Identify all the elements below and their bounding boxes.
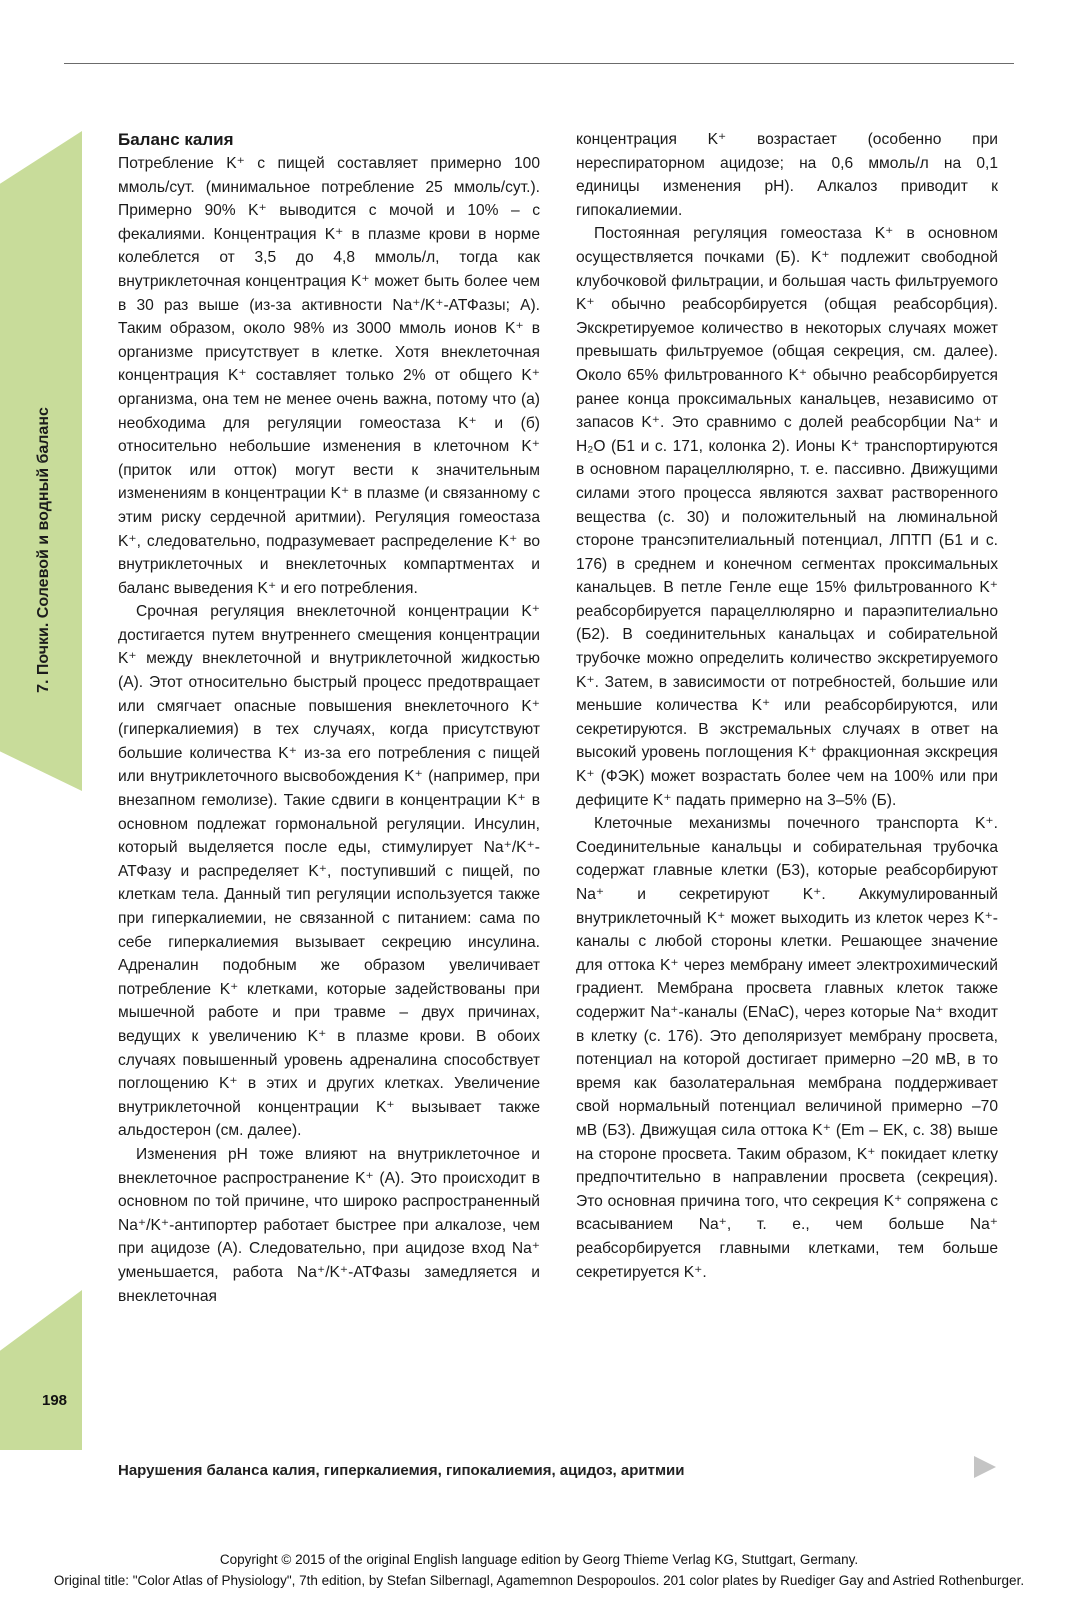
footer-topics: Нарушения баланса калия, гиперкалиемия, гипокалиемия, ацидоз, аритмии (118, 1462, 685, 1479)
page-number-tab (0, 1290, 82, 1450)
copyright-line-1: Copyright © 2015 of the original English language edition by Georg Thieme Verlag KG, Stuttgart, Germany. (219, 1552, 859, 1567)
paragraph-cellular-mechanisms: Клеточные механизмы почечного транспорта K⁺. Соединительные канальцы и собирательная трубочка содержат главные клетки (Б3), которые реабсорбируют Na⁺ и секретируют K⁺. Аккумулированный внутриклеточный K⁺ может выходить из клеток через K⁺-каналы с любой стороны клетки. Решающее значение для оттока K⁺ через мембрану имеет электрохимический градиент. Мембрана просвета главных клеток также содержит Na⁺-каналы (ENaC), через которые Na⁺ входит в клетку (с. 176). Это деполяризует мембрану просвета, потенциал на которой достигает примерно –20 мВ, в то время как базолатеральная мембрана поддерживает свой нормальный потенциал величиной примерно –70 мВ (Б3). Движущая сила оттока K⁺ (Em – EK, с. 38) выше на стороне просвета. Таким образом, K⁺ покидает клетку предпочтительно в направлении просвета (секреция). Это основная причина того, что секреция K⁺ сопряжена с всасыванием Na⁺, т. е., чем больше Na⁺ реабсорбируется главными клетками, тем больше секретируется K⁺. (576, 815, 998, 1281)
paragraph-continuation: концентрация K⁺ возрастает (особенно при нереспираторном ацидозе; на 0,6 ммоль/л на 0,1 единицы изменения pH). Алкалоз приводит к гипокалиемии. (576, 131, 998, 219)
chapter-label: 7. Почки. Солевой и водный баланс (35, 407, 52, 693)
right-column (576, 128, 998, 1284)
paragraph-intro: Потребление K⁺ с пищей составляет примерно 100 ммоль/сут. (минимальное потребление 25 ммоль/сут.). Примерно 90% K⁺ выводится с мочой и 10% – с фекалиями. Концентрация K⁺ в плазме крови в норме колеблется от 3,5 до 4,8 ммоль/л, тогда как внутриклеточная концентрация K⁺ может быть более чем в 30 раз выше (из-за активности Na⁺/K⁺-АТФазы; А). Таким образом, около 98% из 3000 ммоль ионов K⁺ в организме присутствует в клетке. Хотя внеклеточная концентрация K⁺ составляет только 2% от общего K⁺ организма, она тем не менее очень важна, потому что (а) необходима для регуляции гомеостаза K⁺ и (б) относительно небольшие изменения в клеточном K⁺ (приток или отток) могут вести к значительным изменениям в концентрации K⁺ в плазме (и связанному с этим риску сердечной аритмии). Регуляция гомеостаза K⁺, следовательно, подразумевает распределение K⁺ во внутриклеточных и внеклеточных компартментах и баланс выведения K⁺ и его потребления. (118, 155, 540, 597)
section-heading: Баланс калия (118, 130, 234, 149)
paragraph-constant-regulation: Постоянная регуляция гомеостаза K⁺ в основном осуществляется почками (Б). K⁺ подлежит свободной клубочковой фильтрации, и большая часть фильтруемого K⁺ обычно реабсорбируется (общая реабсорбция). Экскретируемое количество в некоторых случаях может превышать фильтруемое (общая секреция, см. далее). Около 65% фильтрованного K⁺ обычно реабсорбируется ранее конца проксимальных канальцев, независимо от запасов K⁺. Это сравнимо с долей реабсорбции Na⁺ и H₂O (Б1 и с. 171, колонка 2). Ионы K⁺ транспортируются в основном парацеллюлярно, т. е. пассивно. Движущими силами этого процесса являются захват растворенного вещества (с. 30) и положительный на люминальной стороне трансэпителиальный потенциал, ЛПТП (Б1 и с. 176) в среднем и конечном сегментах проксимальных канальцев. В петле Генле еще 15% фильтрованного K⁺ реабсорбируется парацеллюлярно и параэпителиально (Б2). В соединительных канальцах и собирательной трубочке можно определить количество экскретируемого K⁺. Затем, в зависимости от потребностей, большие или меньшие количества K⁺ или реабсорбируются, или секретируются. В экстремальных случаях в ответ на высокий уровень поглощения K⁺ фракционная экскреция K⁺ (ФЭK) может возрастать более чем на 100% или при дефиците K⁺ падать примерно на 3–5% (Б). (576, 225, 998, 809)
next-page-arrow-icon[interactable] (974, 1456, 996, 1478)
header-rule (64, 63, 1014, 64)
paragraph-acute-regulation: Срочная регуляция внеклеточной концентрации K⁺ достигается путем внутреннего смещения концентрации K⁺ между внеклеточной и внутриклеточной жидкостью (А). Этот относительно быстрый процесс предотвращает или смягчает опасные повышения внеклеточного K⁺ (гиперкалиемия) в тех случаях, когда присутствуют большие количества K⁺ из-за его потребления с пищей или внутриклеточного высвобождения K⁺ (например, при внезапном гемолизе). Такие сдвиги в концентрации K⁺ в основном подлежат гормональной регуляции. Инсулин, который выделяется после еды, стимулирует Na⁺/K⁺-АТФазу и распределяет K⁺, поступивший с пищей, по клеткам тела. Данный тип регуляции используется также при гиперкалиемии, не связанной с питанием: сама по себе гиперкалиемия вызывает секрецию инсулина. Адреналин подобным же образом увеличивает потребление K⁺ клетками, которые задействованы при мышечной работе и при травме – двух причинах, ведущих к увеличению K⁺ в плазме крови. В обоих случаях повышенный уровень адреналина способствует поглощению K⁺ в этих и других клетках. Увеличение внутриклеточной концентрации K⁺ вызывает также альдостерон (см. далее). (118, 603, 540, 1140)
page-number: 198 (42, 1392, 68, 1409)
copyright-line-2: Original title: "Color Atlas of Physiology", 7th edition, by Stefan Silbernagl, Agamemnon Despopoulos. 201 color plates by Ruediger Gay and Astried Rothenburger. (53, 1573, 1025, 1588)
left-column (118, 128, 540, 1308)
paragraph-ph-changes: Изменения pH тоже влияют на внутриклеточное и внеклеточное распространение K⁺ (А). Это происходит в основном по той причине, что широко распространенный Na⁺/K⁺-антипортер работает быстрее при алкалозе, чем при ацидозе (А). Следовательно, при ацидозе вход Na⁺ уменьшается, работа Na⁺/K⁺-АТФазы замедляется и внеклеточная (118, 1145, 540, 1305)
